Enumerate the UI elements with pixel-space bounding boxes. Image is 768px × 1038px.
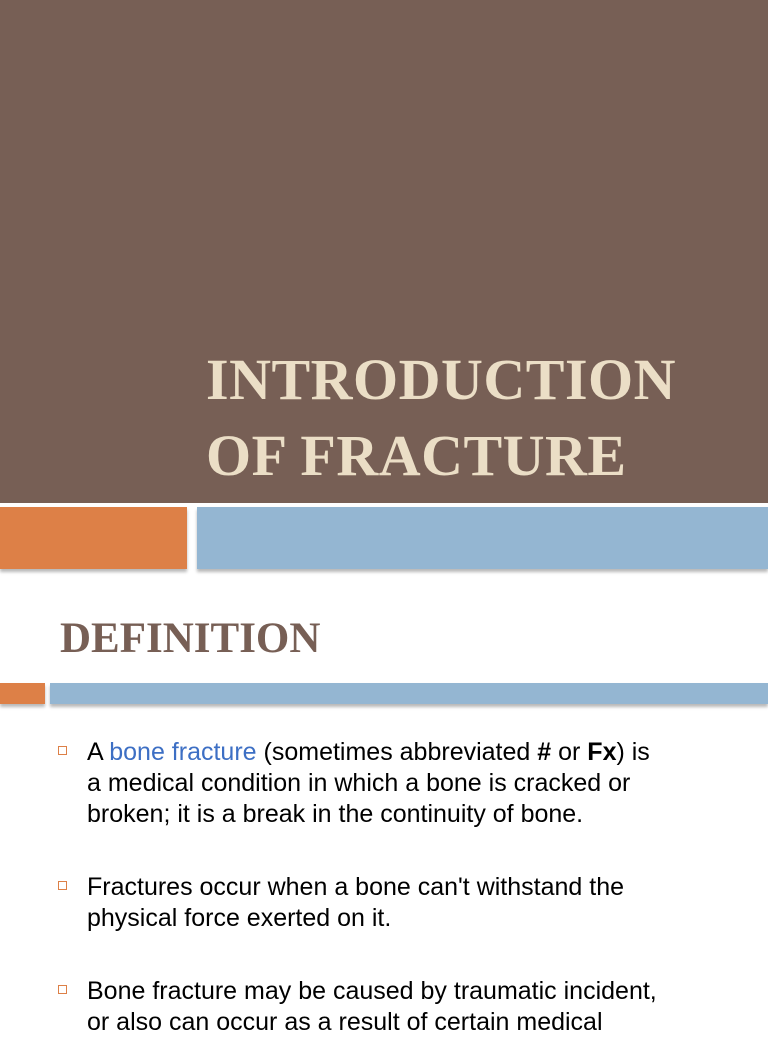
bullet-text: ) is bbox=[616, 738, 650, 766]
slide-title-line-1: INTRODUCTION bbox=[206, 347, 677, 412]
accent-bar-blue bbox=[197, 507, 768, 569]
bullet-line bbox=[87, 737, 746, 768]
bullet-line: or also can occur as a result of certain medical bbox=[87, 1008, 603, 1036]
bullet-item-cause bbox=[56, 872, 746, 934]
hollow-square-bullet-icon bbox=[58, 985, 67, 994]
bullet-line: a medical condition in which a bone is cracked or bbox=[87, 769, 631, 797]
hollow-square-bullet-icon bbox=[58, 746, 67, 755]
title-band bbox=[0, 0, 768, 503]
bold-symbol: # bbox=[537, 738, 552, 766]
hollow-square-bullet-icon bbox=[58, 881, 67, 890]
slide-title bbox=[206, 342, 756, 494]
accent-bar-orange bbox=[0, 507, 187, 569]
bullet-text: A bbox=[87, 738, 110, 766]
bullet-item-definition bbox=[56, 737, 746, 830]
bullet-line: physical force exerted on it. bbox=[87, 904, 392, 932]
definition-bullet-list bbox=[56, 737, 746, 1038]
bullet-line: Fractures occur when a bone can't withstand the bbox=[87, 873, 625, 901]
highlighted-term: bone fracture bbox=[109, 738, 257, 766]
bullet-line: broken; it is a break in the continuity of bone. bbox=[87, 800, 584, 828]
bullet-text: (sometimes abbreviated bbox=[256, 738, 538, 766]
bold-abbreviation: Fx bbox=[587, 738, 617, 766]
bullet-line: Bone fracture may be caused by traumatic incident, bbox=[87, 977, 657, 1005]
bullet-item-origin bbox=[56, 976, 746, 1038]
slide-title-line-2: OF FRACTURE bbox=[206, 423, 627, 488]
section-heading: DEFINITION bbox=[60, 615, 321, 662]
heading-underline-blue bbox=[50, 683, 768, 704]
heading-underline-orange bbox=[0, 683, 45, 704]
bullet-text: or bbox=[551, 738, 588, 766]
